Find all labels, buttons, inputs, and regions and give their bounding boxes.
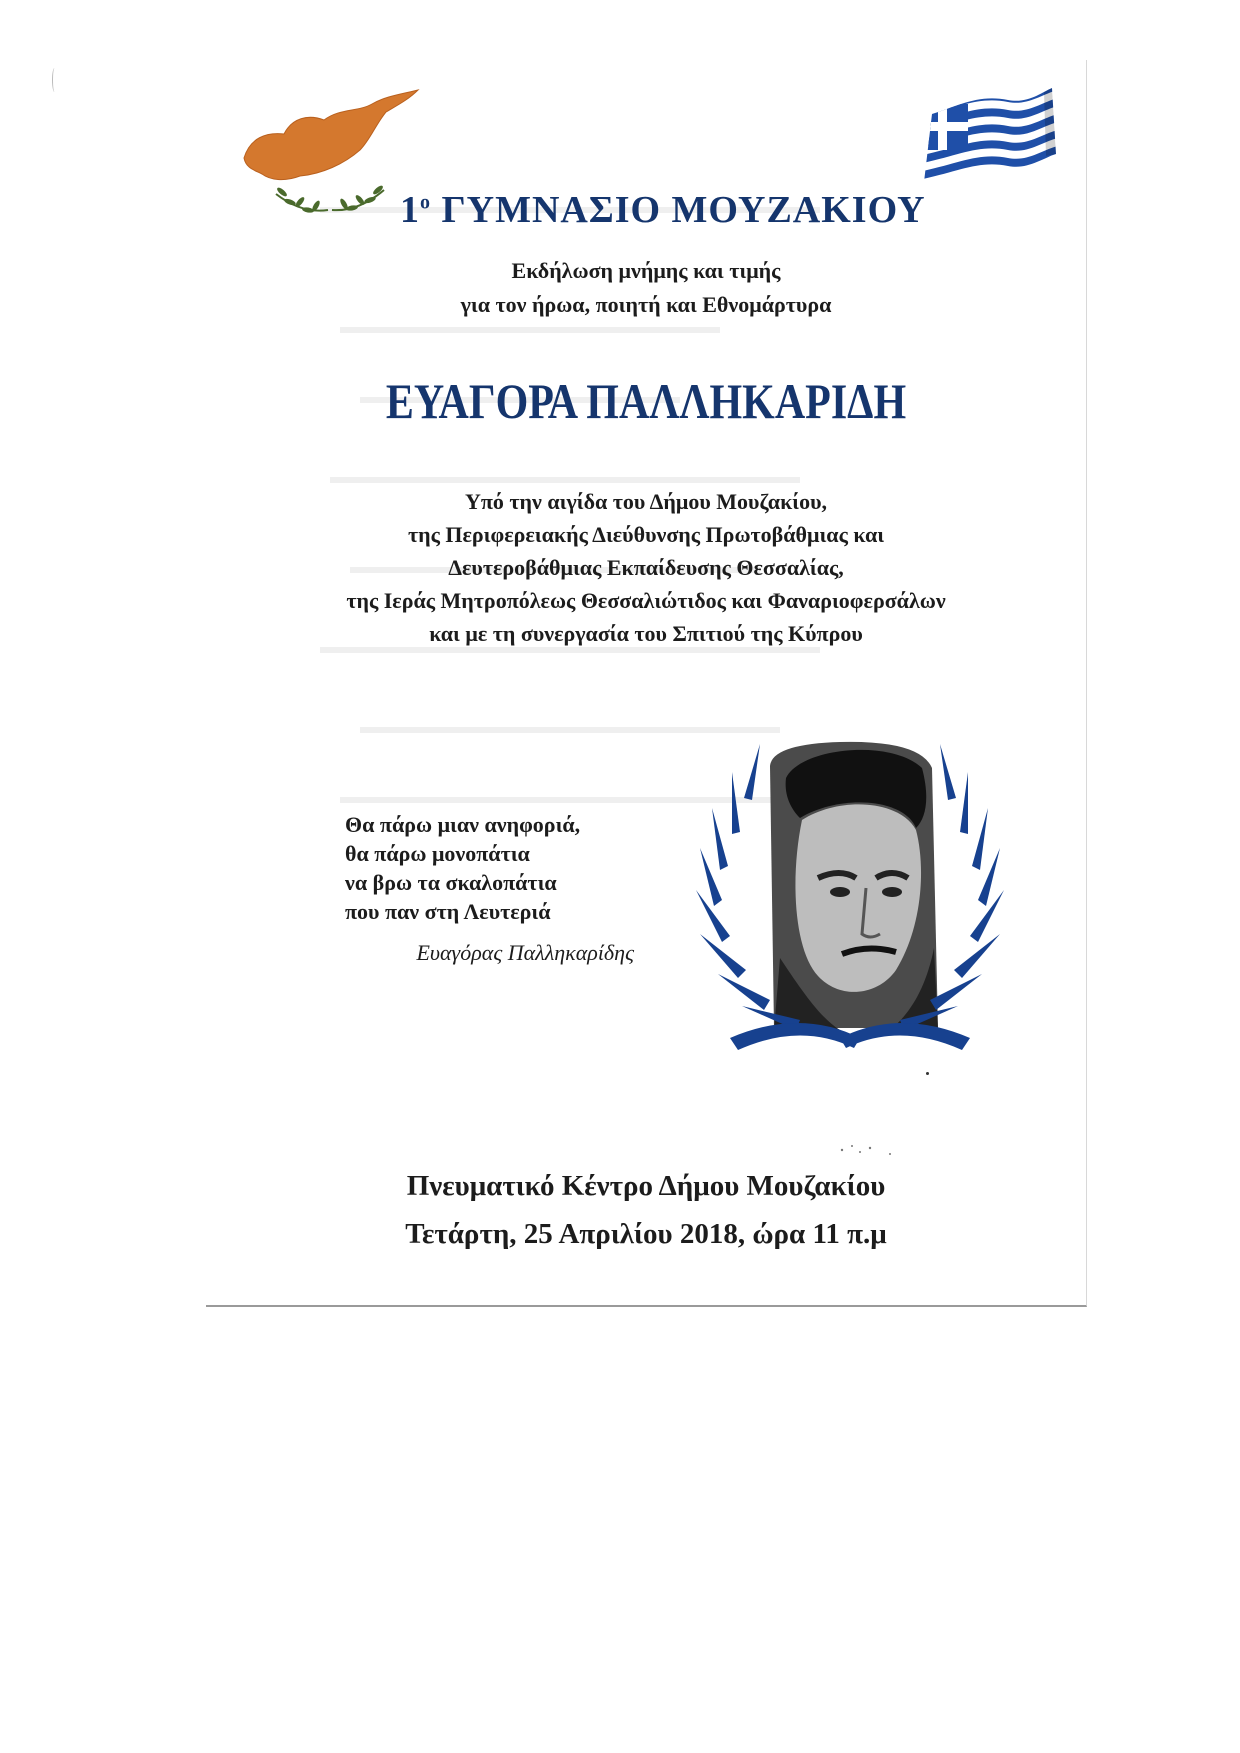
event-datetime: Τετάρτη, 25 Απριλίου 2018, ώρα 11 π.μ [405,1218,887,1250]
poem-line: θα πάρω μονοπάτια [345,841,530,866]
portrait-photo [770,742,938,1030]
school-name: ΓΥΜΝΑΣΙΟ ΜΟΥΖΑΚΙΟΥ [441,189,926,231]
patronage-line: Υπό την αιγίδα του Δήμου Μουζακίου, [464,489,828,514]
venue: Πνευματικό Κέντρο Δήμου Μουζακίου [406,1170,886,1202]
greek-flag-icon [918,84,1058,186]
patronage-block [206,485,1086,650]
cyprus-flag-icon [240,88,420,188]
olive-branch-icon [268,180,392,222]
event-line-2: για τον ήρωα, ποιητή και Εθνομάρτυρα [460,292,832,317]
poem-author: Ευαγόρας Παλληκαρίδης [416,940,634,965]
school-title [400,188,926,232]
poem [345,810,635,926]
patronage-line: και με τη συνεργασία του Σπιτιού της Κύπρου [429,621,863,646]
poem-line: Θα πάρω μιαν ανηφοριά, [345,812,581,837]
hero-name: ΕΥΑΓΟΡΑ ΠΑΛΛΗΚΑΡΙΔΗ [385,373,907,429]
patronage-line: της Περιφερειακής Διεύθυνσης Πρωτοβάθμιας και [407,522,885,547]
patronage-line: της Ιεράς Μητροπόλεως Θεσσαλιώτιδος και Φαναριοφερσάλων [346,588,946,613]
scan-dot [926,1072,929,1075]
patronage-line: Δευτεροβάθμιας Εκπαίδευσης Θεσσαλίας, [448,555,844,580]
poem-line: που παν στη Λευτεριά [345,899,551,924]
school-superscript: ο [420,191,431,214]
scan-mark [52,68,57,92]
scan-speckle [838,1142,898,1156]
event-line-1: Εκδήλωση μνήμης και τιμής [511,258,781,283]
poem-line: να βρω τα σκαλοπάτια [345,870,557,895]
portrait-with-wreath [690,738,1010,1060]
school-number: 1 [400,189,420,231]
